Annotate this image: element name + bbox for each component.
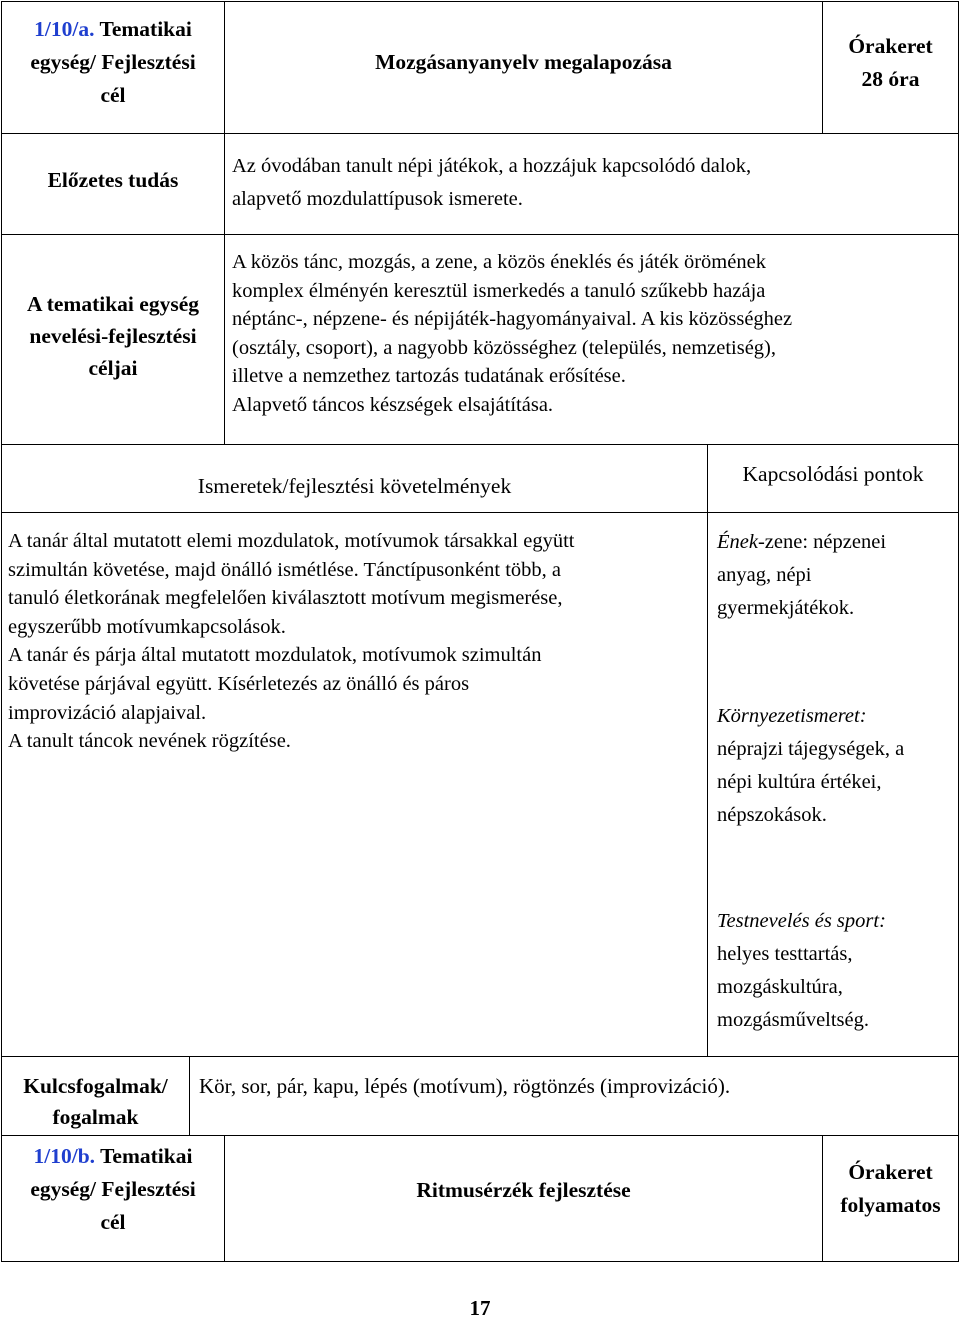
col-divider-keyconcepts [189,1056,190,1136]
unit-b-title: Ritmusérzék fejlesztése [416,1178,631,1202]
prior-knowledge-label: Előzetes tudás [47,168,179,192]
unit-b-label-line2: egység/ Fejlesztési [30,1177,196,1201]
connections-header: Kapcsolódási pontok [742,462,924,486]
key-concepts-label-line2: fogalmak [52,1105,139,1129]
table-line-3 [1,444,959,445]
unit-a-hours [823,32,958,94]
requirements-line: egyszerűbb motívumkapcsolások. [8,615,286,638]
requirements-line: A tanár által mutatott elemi mozdulatok, motívumok társakkal együtt [8,530,575,552]
connection-music-line: gyermekjátékok. [717,597,855,619]
goals-label-line: A tematikai egység [27,292,199,316]
requirements-line: A tanult táncok nevének rögzítése. [8,730,291,753]
connection-environment-line: néprajzi tájegységek, a [717,738,905,760]
connection-pe-line: mozgáskultúra, [717,976,843,998]
prior-knowledge-line: alapvető mozdulattípusok ismerete. [232,188,523,210]
unit-a-label [2,15,224,110]
requirements-text [8,527,574,756]
connection-music [717,526,886,625]
table-line-2 [1,234,959,235]
unit-b-label-line3: cél [100,1210,126,1234]
unit-a-label-line1: Tematikai [99,17,192,41]
unit-b-hours-value: folyamatos [840,1193,941,1217]
unit-b-label [2,1142,224,1237]
prior-knowledge-line: Az óvodában tanult népi játékok, a hozzájuk kapcsolódó dalok, [232,155,752,177]
requirements-header: Ismeretek/fejlesztési követelmények [197,474,512,498]
unit-b-hours-label: Órakeret [848,1160,933,1184]
goals-label [2,288,224,384]
goals-label-line: céljai [88,356,138,380]
requirements-line: követése párjával együtt. Kísérletezés az önálló és páros [8,672,470,695]
key-concepts-text: Kör, sor, pár, kapu, lépés (motívum), rögtönzés (improvizáció). [199,1074,731,1098]
requirements-line: improvizáció alapjaival. [8,701,207,724]
table-border-bottom [1,1261,959,1262]
goals-text [232,248,792,420]
connection-pe-subject: Testnevelés és sport: [717,910,886,932]
col-divider-connections [707,444,708,1057]
goals-line: néptánc-, népzene- és népijáték-hagyományaival. A kis közösséghez [232,308,793,331]
connection-music-subject: Ének [717,531,758,553]
requirements-line: tanuló életkorának megfelelően kiválasztott motívum megismerése, [8,587,563,610]
table-line-4 [1,512,959,513]
connection-pe-line: helyes testtartás, [717,943,853,965]
goals-line: komplex élményén keresztül ismerkedés a tanuló szűkebb hazája [232,279,766,302]
connection-music-line: anyag, népi [717,564,812,586]
unit-a-hours-label: Órakeret [848,34,933,58]
key-concepts-label [2,1071,189,1133]
connection-pe-line: mozgásműveltség. [717,1009,870,1031]
connection-environment-subject: Környezetismeret: [717,705,867,727]
unit-a-title: Mozgásanyanyelv megalapozása [375,50,672,74]
goals-line: illetve a nemzethez tartozás tudatának erősítése. [232,365,626,388]
unit-b-code: 1/10/b. [33,1144,96,1168]
table-line-1 [1,133,959,134]
connection-pe [717,905,886,1037]
connection-music-subject-rest: -zene: népzenei [757,531,887,553]
page-number: 17 [469,1296,491,1320]
table-line-6 [1,1135,959,1136]
unit-a-hours-value: 28 óra [861,67,920,91]
connection-environment [717,700,904,832]
unit-a-label-line3: cél [100,83,126,107]
requirements-line: szimultán követése, majd önálló ismétlése. Tánctípusonként több, a [8,558,561,581]
prior-knowledge-text [232,150,751,216]
table-line-5 [1,1056,959,1057]
table-border-right [958,1,959,1262]
unit-b-label-line1: Tematikai [100,1144,193,1168]
goals-label-line: nevelési-fejlesztési [29,324,197,348]
unit-a-label-line2: egység/ Fejlesztési [30,50,196,74]
unit-b-hours [823,1158,958,1220]
unit-a-code: 1/10/a. [34,17,95,41]
requirements-line: A tanár és párja által mutatott mozdulatok, motívumok szimultán [8,644,542,667]
connection-environment-line: népi kultúra értékei, [717,771,882,793]
connection-environment-line: népszokások. [717,804,827,826]
key-concepts-label-line1: Kulcsfogalmak/ [23,1074,168,1098]
table-border-top [1,1,959,2]
goals-line: Alapvető táncos készségek elsajátítása. [232,393,554,416]
goals-line: A közös tánc, mozgás, a zene, a közös éneklés és játék örömének [232,251,766,273]
goals-line: (osztály, csoport), a nagyobb közösséghez (település, nemzetiség), [232,336,777,359]
